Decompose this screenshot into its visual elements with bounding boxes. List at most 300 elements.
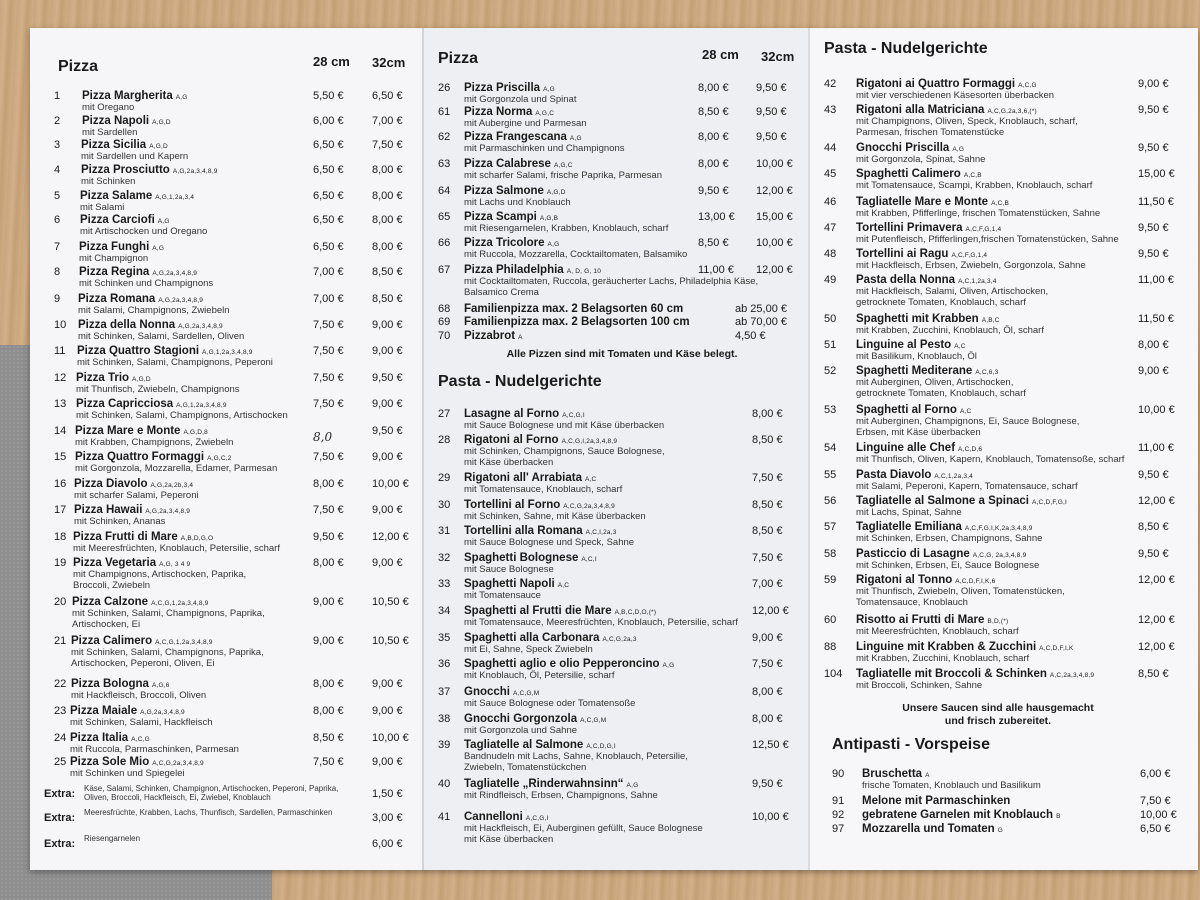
allergen-codes: A,C,I,2a,3 <box>585 529 617 536</box>
item-name <box>856 104 1037 116</box>
item-description: mit Ruccola, Mozzarella, Cocktailtomaten, Balsamiko <box>464 249 688 260</box>
item-name <box>464 525 617 537</box>
item-name <box>856 469 973 481</box>
item-number: 41 <box>438 811 451 823</box>
item-title: Pizza Calabrese <box>464 158 551 170</box>
price-28cm: 6,50 € <box>313 190 344 202</box>
price-28cm: 8,00 € <box>698 82 729 94</box>
allergen-codes: A,G,D <box>132 376 151 383</box>
item-name <box>856 548 1026 560</box>
item-name <box>856 404 971 416</box>
item-number: 29 <box>438 472 451 484</box>
extra-price: 1,50 € <box>372 788 403 800</box>
item-title: Pizza Napoli <box>82 115 150 127</box>
item-number: 66 <box>438 237 451 249</box>
item-title: Pizza Italia <box>70 732 129 744</box>
item-title: Spaghetti aglio e olio Pepperoncino <box>464 658 660 670</box>
item-title: Pizza Priscilla <box>464 82 541 94</box>
item-description: mit Champignons, Oliven, Speck, Knoblauch, scharf, <box>856 116 1078 127</box>
item-title: Rigatoni ai Quattro Formaggi <box>856 78 1016 90</box>
allergen-codes: A,B,C,D,O,(*) <box>614 609 657 616</box>
menu-panel-middle <box>422 28 808 870</box>
item-title: Pizza Carciofi <box>80 214 155 226</box>
item-title: Pizza Prosciutto <box>81 164 170 176</box>
item-price: 11,00 € <box>1138 442 1174 454</box>
item-number: 43 <box>824 104 837 116</box>
allergen-codes: A,C,G,2a,3 <box>602 636 637 643</box>
sauce-note-line1: Unsere Saucen sind alle hausgemacht <box>902 702 1094 714</box>
price-28cm: 8,00 € <box>698 158 729 170</box>
item-title: Pizza Romana <box>78 293 156 305</box>
fold-line <box>808 28 810 870</box>
allergen-codes: B <box>1056 813 1061 820</box>
item-price: 12,00 € <box>1138 614 1175 626</box>
item-number: 7 <box>54 241 61 253</box>
item-price: 15,00 € <box>1138 168 1175 180</box>
item-number: 34 <box>438 605 451 617</box>
item-description: getrocknete Tomaten, Knoblauch, scharf <box>856 388 1026 399</box>
allergen-codes: A <box>518 334 523 341</box>
price-28cm: 8,00 € <box>698 131 729 143</box>
price-32cm: 8,50 € <box>372 293 403 305</box>
item-number: 90 <box>832 768 845 780</box>
item-title: Pizza Trio <box>76 372 130 384</box>
item-name <box>464 330 523 342</box>
item-title: Pizza Funghi <box>79 241 150 253</box>
item-title: Linguine al Pesto <box>856 339 952 351</box>
item-description: mit Rindfleisch, Erbsen, Champignons, Sahne <box>464 790 658 801</box>
price-28cm: 8,50 € <box>698 237 729 249</box>
item-number: 18 <box>54 531 67 543</box>
item-description: mit Krabben, Pfifferlinge, frischen Tomatenstücken, Sahne <box>856 208 1101 219</box>
item-title: Rigatoni all' Arrabiata <box>464 472 582 484</box>
item-number: 68 <box>438 303 451 315</box>
item-name <box>70 732 150 744</box>
item-number: 50 <box>824 313 837 325</box>
menu-card <box>30 28 1198 870</box>
item-price: 6,50 € <box>1140 823 1171 835</box>
item-description: mit Krabben, Zucchini, Knoblauch, Öl, scharf <box>856 325 1044 336</box>
item-number: 51 <box>824 339 837 351</box>
item-name <box>464 578 569 590</box>
item-number: 36 <box>438 658 451 670</box>
allergen-codes: A,C,G,1,2a,3,4,8,9 <box>151 600 209 607</box>
item-name <box>81 164 218 176</box>
item-number: 92 <box>832 809 845 821</box>
item-price: 9,50 € <box>752 778 783 790</box>
item-description: mit Hackfleisch, Ei, Auberginen gefüllt, Sauce Bolognese <box>464 823 703 834</box>
price-28cm: 6,00 € <box>313 115 344 127</box>
item-number: 12 <box>54 372 67 384</box>
item-name <box>75 425 208 437</box>
price-32cm: 9,00 € <box>372 504 403 516</box>
item-number: 64 <box>438 185 451 197</box>
item-title: Pizza della Nonna <box>78 319 176 331</box>
item-description: mit Käse überbacken <box>464 834 554 845</box>
item-number: 49 <box>824 274 837 286</box>
item-number: 91 <box>832 795 845 807</box>
item-title: Gnocchi Priscilla <box>856 142 950 154</box>
item-number: 22 <box>54 678 67 690</box>
allergen-codes: A,G,D <box>152 119 171 126</box>
item-name: Familienpizza max. 2 Belagsorten 100 cm <box>464 316 690 328</box>
item-name <box>464 185 566 197</box>
item-title: Tagliatelle Mare e Monte <box>856 196 989 208</box>
item-name <box>70 756 204 768</box>
allergen-codes: A,C <box>959 408 972 415</box>
allergen-codes: A,G,1,2a,3,4,8,9 <box>176 402 227 409</box>
allergen-codes: A,G <box>175 94 188 101</box>
allergen-codes: A,G,6 <box>151 682 170 689</box>
item-title: Tagliatelle Emiliana <box>856 521 962 533</box>
item-number: 3 <box>54 139 61 151</box>
item-description: mit Hackfleisch, Salami, Oliven, Artischocken, <box>856 286 1049 297</box>
item-description: mit Salami <box>80 202 125 213</box>
price-28cm: 8,00 € <box>313 678 344 690</box>
item-description: mit scharfer Salami, frische Paprika, Parmesan <box>464 170 662 181</box>
allergen-codes: A,C,G,M <box>580 717 607 724</box>
item-price: 7,50 € <box>1140 795 1171 807</box>
allergen-codes: A,G,B <box>539 215 559 222</box>
item-number: 40 <box>438 778 451 790</box>
item-name <box>80 214 170 226</box>
item-number: 19 <box>54 557 67 569</box>
item-price: 9,50 € <box>1138 142 1169 154</box>
item-name <box>856 668 1094 680</box>
item-name <box>856 78 1037 90</box>
item-description: mit Riesengarnelen, Krabben, Knoblauch, scharf <box>464 223 669 234</box>
item-description: mit Salami, Champignons, Zwiebeln <box>78 305 230 316</box>
item-number: 28 <box>438 434 451 446</box>
item-number: 47 <box>824 222 837 234</box>
allergen-codes: A, D, G, 10 <box>566 268 602 275</box>
item-name <box>862 823 1003 835</box>
item-description: mit Gorgonzola und Spinat <box>464 94 577 105</box>
item-name <box>856 274 997 286</box>
item-title: Pizza Calzone <box>72 596 149 608</box>
price-28cm: 9,50 € <box>698 185 729 197</box>
item-name <box>78 293 203 305</box>
item-description: mit Schinken und Spiegelei <box>70 768 185 779</box>
item-price: 8,00 € <box>752 686 783 698</box>
item-description: mit Parmaschinken und Champignons <box>464 143 625 154</box>
item-title: Spaghetti Napoli <box>464 578 555 590</box>
price-32cm: 9,00 € <box>372 705 403 717</box>
item-price: 8,50 € <box>1138 668 1169 680</box>
item-title: Pizza Salame <box>80 190 153 202</box>
item-description: mit Tomatensauce, Scampi, Krabben, Knoblauch, scharf <box>856 180 1093 191</box>
menu-panel-left <box>30 28 422 870</box>
item-number: 27 <box>438 408 451 420</box>
price-28cm: 7,50 € <box>313 398 344 410</box>
item-title: Spaghetti al Frutti die Mare <box>464 605 612 617</box>
item-number: 45 <box>824 168 837 180</box>
item-description: mit Ruccola, Parmaschinken, Parmesan <box>70 744 239 755</box>
price-28cm: 13,00 € <box>698 211 735 223</box>
item-price: 12,00 € <box>752 605 789 617</box>
price-28cm: 9,50 € <box>313 531 344 543</box>
item-description: mit Schinken und Champignons <box>79 278 214 289</box>
item-name <box>464 158 573 170</box>
item-title: Pizza Quattro Stagioni <box>77 345 200 357</box>
extra-label: Extra: <box>44 838 76 850</box>
price-32cm: 9,00 € <box>372 678 403 690</box>
allergen-codes: A,C <box>954 343 966 350</box>
allergen-codes: A,C,D,6 <box>958 446 983 453</box>
extra-price: 3,00 € <box>372 812 403 824</box>
allergen-codes: A,B,C <box>981 317 1000 324</box>
price-28cm: 8,00 € <box>313 557 344 569</box>
size-header-28: 28 cm <box>702 47 739 62</box>
price-32cm: 9,00 € <box>372 557 403 569</box>
item-name <box>464 778 638 790</box>
item-number: 70 <box>438 330 451 342</box>
item-title: Mozzarella und Tomaten <box>862 823 995 835</box>
allergen-codes: A,G <box>547 241 560 248</box>
extra-description: Käse, Salami, Schinken, Champignon, Artischocken, Peperoni, Paprika, Oliven, Broccoli, Hackfleisch, Ei, Zwiebel, Knoblauch <box>84 784 339 802</box>
item-description: mit Sauce Bolognese <box>464 564 554 575</box>
item-title: Tagliatelle mit Broccoli & Schinken <box>856 668 1047 680</box>
allergen-codes: A,G <box>543 86 555 93</box>
item-title: Pizza Regina <box>79 266 150 278</box>
price-28cm: 8,50 € <box>313 732 344 744</box>
item-number: 26 <box>438 82 451 94</box>
allergen-codes: A,G,1,2a,3,4,8,9 <box>202 349 253 356</box>
item-description: mit Schinken, Erbsen, Ei, Sauce Bolognese <box>856 560 1040 571</box>
extra-label: Extra: <box>44 812 76 824</box>
allergen-codes: A,G <box>662 662 675 669</box>
item-title: Spaghetti Calimero <box>856 168 961 180</box>
pizza-topping-note: Alle Pizzen sind mit Tomaten und Käse belegt. <box>506 348 738 360</box>
item-number: 10 <box>54 319 67 331</box>
item-price: 8,50 € <box>752 434 783 446</box>
price-28cm: 6,50 € <box>313 214 344 226</box>
allergen-codes: A,G <box>157 218 170 225</box>
price-32cm: 8,00 € <box>372 214 403 226</box>
item-number: 2 <box>54 115 61 127</box>
item-name <box>856 442 982 454</box>
item-title: Tortellini al Forno <box>464 499 561 511</box>
item-description: mit Ei, Sahne, Speck Zwiebeln <box>464 644 593 655</box>
item-name <box>464 686 539 698</box>
price-32cm: 7,00 € <box>372 115 403 127</box>
section-title-pasta: Pasta - Nudelgerichte <box>824 40 988 57</box>
item-title: Spaghetti mit Krabben <box>856 313 979 325</box>
item-price: 12,00 € <box>1138 641 1175 653</box>
item-name <box>464 264 601 276</box>
item-description: getrocknete Tomaten, Knoblauch, scharf <box>856 297 1026 308</box>
extra-price: 6,00 € <box>372 838 403 850</box>
allergen-codes: A,G,D <box>149 143 168 150</box>
item-number: 63 <box>438 158 451 170</box>
item-description: mit Thunfisch, Zwiebeln, Oliven, Tomatenstücken, <box>856 586 1065 597</box>
allergen-codes: A,C,G,I <box>562 412 585 419</box>
item-number: 42 <box>824 78 837 90</box>
item-number: 25 <box>54 756 67 768</box>
item-price: 7,50 € <box>752 658 783 670</box>
item-price: 6,00 € <box>1140 768 1171 780</box>
item-description: mit Champignons, Artischocken, Paprika, <box>73 569 247 580</box>
sauce-note-line2: und frisch zubereitet. <box>944 715 1052 727</box>
item-name <box>82 115 171 127</box>
item-name <box>73 531 213 543</box>
allergen-codes: A,G,2a,2b,3,4 <box>150 482 194 489</box>
item-description: mit Broccoli, Schinken, Sahne <box>856 680 983 691</box>
price-32cm: 9,00 € <box>372 345 403 357</box>
menu-panel-right <box>808 28 1198 870</box>
allergen-codes: A,C,2a,3,4,8,9 <box>1049 672 1095 679</box>
item-number: 97 <box>832 823 845 835</box>
item-title: Pizza Frangescana <box>464 131 567 143</box>
item-title: Linguine mit Krabben & Zucchini <box>856 641 1037 653</box>
item-description: mit Auberginen, Oliven, Artischocken, <box>856 377 1014 388</box>
item-name <box>856 614 1008 626</box>
item-number: 8 <box>54 266 61 278</box>
price-32cm: 10,00 € <box>756 158 793 170</box>
price-28cm: 8,50 € <box>698 106 729 118</box>
price-32cm: 9,50 € <box>372 425 403 437</box>
price-32cm: 10,00 € <box>756 237 793 249</box>
item-description: mit Tomatensauce <box>464 590 541 601</box>
item-name <box>75 451 232 463</box>
item-number: 11 <box>54 345 66 357</box>
allergen-codes: A,C,D,F,I,K,6 <box>955 578 996 585</box>
item-name <box>856 495 1067 507</box>
allergen-codes: A,C,G,2a,3,4,8,9 <box>563 503 615 510</box>
item-description: Artischocken, Ei <box>72 619 141 630</box>
price-28cm: 7,50 € <box>313 345 344 357</box>
item-price: 4,50 € <box>735 330 766 342</box>
item-description: mit Sauce Bolognese und mit Käse überbacken <box>464 420 665 431</box>
price-32cm: 9,50 € <box>756 131 787 143</box>
section-title-pizza: Pizza <box>58 58 99 75</box>
item-name <box>79 266 197 278</box>
item-name <box>464 658 674 670</box>
allergen-codes: A,C,G, 2a,3,4,8,9 <box>972 552 1027 559</box>
item-number: 56 <box>824 495 837 507</box>
price-28cm: 9,00 € <box>313 596 344 608</box>
price-28cm: 7,50 € <box>313 756 344 768</box>
item-title: Tagliatelle al Salmone <box>464 739 584 751</box>
price-28cm: 6,50 € <box>313 139 344 151</box>
allergen-codes: A,C,G <box>1018 82 1037 89</box>
allergen-codes: A,C,G,2a,3,4,8,9 <box>152 760 204 767</box>
item-price: 9,00 € <box>1138 78 1169 90</box>
item-description: Parmesan, frischen Tomatenstücke <box>856 127 1005 138</box>
item-title: Tagliatelle al Salmone a Spinaci <box>856 495 1029 507</box>
price-32cm: 9,50 € <box>372 372 403 384</box>
item-title: Rigatoni al Tonno <box>856 574 953 586</box>
item-description: mit Krabben, Champignons, Zwiebeln <box>75 437 234 448</box>
price-28cm: 5,50 € <box>313 90 344 102</box>
item-price: 10,00 € <box>1140 809 1177 821</box>
item-number: 59 <box>824 574 837 586</box>
item-name <box>464 237 559 249</box>
item-name <box>77 345 253 357</box>
item-number: 37 <box>438 686 451 698</box>
price-32cm: 10,00 € <box>372 478 409 490</box>
allergen-codes: A,C,G,1,2a,3,4,8,9 <box>155 639 213 646</box>
item-name <box>71 678 170 690</box>
allergen-codes: A,G,2a,3,4,8,9 <box>178 323 223 330</box>
item-number: 16 <box>54 478 67 490</box>
price-32cm: 9,00 € <box>372 398 403 410</box>
item-number: 20 <box>54 596 67 608</box>
item-number: 33 <box>438 578 451 590</box>
price-32cm: 15,00 € <box>756 211 793 223</box>
item-title: Rigatoni alla Matriciana <box>856 104 985 116</box>
item-name <box>856 168 982 180</box>
allergen-codes: A,C <box>584 476 597 483</box>
price-32cm: 8,00 € <box>372 190 403 202</box>
item-description: mit Schinken, Salami, Hackfleisch <box>70 717 213 728</box>
price-28cm: 7,00 € <box>313 266 344 278</box>
item-price: 9,50 € <box>1138 548 1169 560</box>
item-name <box>81 139 168 151</box>
price-28cm: 7,50 € <box>313 319 344 331</box>
item-name <box>74 478 193 490</box>
handwritten-price-correction: 8,0 <box>313 430 333 444</box>
allergen-codes: A,C,B <box>963 172 982 179</box>
item-number: 58 <box>824 548 837 560</box>
price-28cm: 6,50 € <box>313 164 344 176</box>
item-title: Lasagne al Forno <box>464 408 560 420</box>
price-32cm: 12,00 € <box>372 531 409 543</box>
item-title: Linguine alle Chef <box>856 442 956 454</box>
item-number: 54 <box>824 442 837 454</box>
item-description: mit Hackfleisch, Broccoli, Oliven <box>71 690 207 701</box>
item-description: mit Putenfleisch, Pfifferlingen,frischen Tomatenstücken, Sahne <box>856 234 1119 245</box>
item-description: mit Käse überbacken <box>464 457 554 468</box>
price-32cm: 8,00 € <box>372 164 403 176</box>
item-description: mit Lachs, Spinat, Sahne <box>856 507 962 518</box>
item-description: mit Knoblauch, Öl, Petersilie, scharf <box>464 670 615 681</box>
item-number: 67 <box>438 264 451 276</box>
item-number: 24 <box>54 732 67 744</box>
item-title: Tortellini Primavera <box>856 222 963 234</box>
allergen-codes: A,G,C,2 <box>207 455 232 462</box>
item-name: Familienpizza max. 2 Belagsorten 60 cm <box>464 303 684 315</box>
item-description: Broccoli, Zwiebeln <box>73 580 151 591</box>
item-title: Pizzabrot <box>464 330 516 342</box>
item-title: Bruschetta <box>862 768 923 780</box>
item-description: mit Sardellen und Kapern <box>81 151 189 162</box>
item-name <box>856 313 1000 325</box>
item-description: frische Tomaten, Knoblauch und Basilikum <box>862 780 1041 791</box>
item-name <box>856 222 1001 234</box>
item-price: 12,00 € <box>1138 495 1175 507</box>
item-number: 57 <box>824 521 837 533</box>
item-number: 104 <box>824 668 843 680</box>
item-price: ab 70,00 € <box>735 316 787 328</box>
item-description: Zwiebeln, Tomatenstückchen <box>464 762 587 773</box>
item-description: mit scharfer Salami, Peperoni <box>74 490 199 501</box>
allergen-codes: A,C,F,G,1,4 <box>951 252 988 259</box>
item-title: Pizza Philadelphia <box>464 264 564 276</box>
fold-line <box>422 28 424 870</box>
item-title: Gnocchi <box>464 686 511 698</box>
item-name <box>464 811 549 823</box>
item-name <box>464 632 637 644</box>
item-description: mit Lachs und Knoblauch <box>464 197 571 208</box>
item-name <box>70 705 185 717</box>
item-price: 7,50 € <box>752 472 783 484</box>
item-number: 48 <box>824 248 837 260</box>
item-description: mit Sauce Bolognese oder Tomatensoße <box>464 698 636 709</box>
item-name <box>464 552 597 564</box>
item-description: mit Schinken, Ananas <box>74 516 166 527</box>
item-description: mit Aubergine und Parmesan <box>464 118 587 129</box>
